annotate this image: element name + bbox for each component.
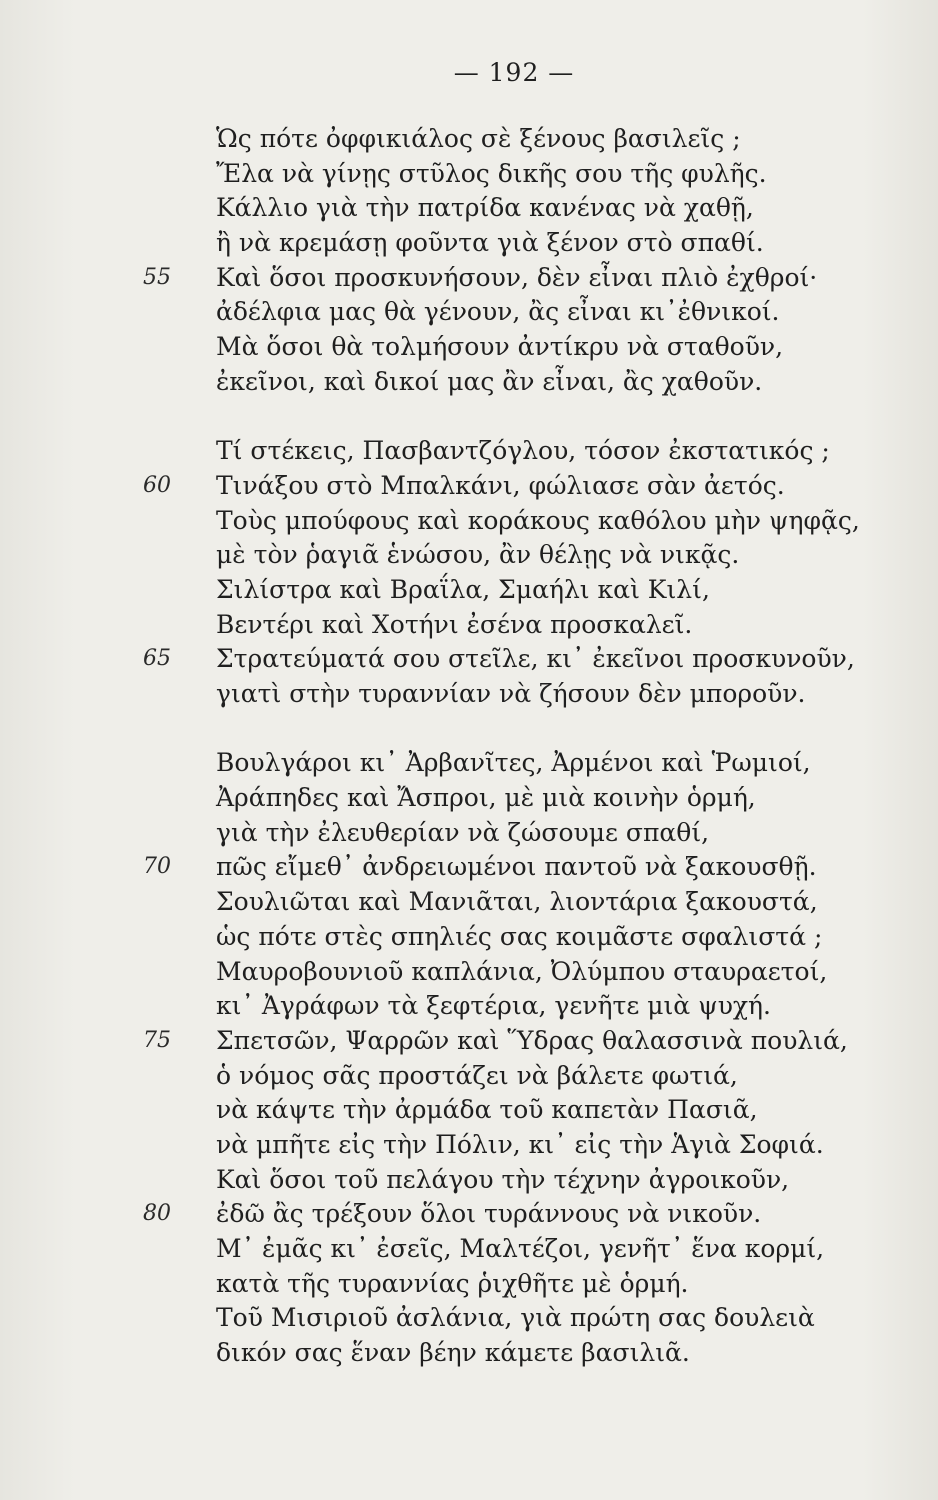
verse-text: Βεντέρι καὶ Χοτήνι ἐσένα προσκαλεῖ. — [216, 609, 693, 639]
verse-text: Τοὺς μπούφους καὶ κοράκους καθόλου μὴν ψηφᾷς, — [216, 505, 860, 535]
verse-line — [0, 850, 938, 885]
verse-text: Στρατεύματά σου στεῖλε, κι᾽ ἐκεῖνοι προσκυνοῦν, — [216, 644, 855, 674]
verse-line — [0, 1163, 938, 1198]
verse-line — [0, 504, 938, 539]
line-number: 70 — [143, 854, 171, 880]
page-number: — 192 — — [453, 58, 575, 87]
verse-text: Μὰ ὅσοι θὰ τολμήσουν ἀντίκρυ νὰ σταθοῦν, — [216, 332, 784, 362]
line-number: 55 — [143, 264, 171, 290]
verse-text: Σουλιῶται καὶ Μανιᾶται, λιοντάρια ξακουστά, — [216, 887, 818, 917]
verse-text: δικόν σας ἕναν βέην κάμετε βασιλιᾶ. — [216, 1338, 690, 1368]
verse-line — [0, 989, 938, 1024]
verse-line — [0, 573, 938, 608]
verse-text: Τοῦ Μισιριοῦ ἀσλάνια, γιὰ πρώτη σας δουλειὰ — [216, 1303, 815, 1333]
verse-text: Σπετσῶν, Ψαρρῶν καὶ Ὕδρας θαλασσινὰ πουλιά, — [216, 1025, 848, 1055]
verse-text: ἐκεῖνοι, καὶ δικοί μας ἂν εἶναι, ἂς χαθοῦν. — [216, 366, 763, 396]
verse-text: ἢ νὰ κρεμάσῃ φοῦντα γιὰ ξένον στὸ σπαθί. — [216, 228, 764, 258]
stanza-gap — [0, 712, 938, 747]
verse-line — [0, 1197, 938, 1232]
verse-text: Μαυροβουνιοῦ καπλάνια, Ὀλύμπου σταυραετοί, — [216, 956, 828, 986]
verse-line — [0, 261, 938, 296]
stanza-3 — [0, 746, 938, 1370]
verse-line — [0, 157, 938, 192]
verse-text: γιὰ τὴν ἐλευθερίαν νὰ ζώσουμε σπαθί, — [216, 817, 710, 847]
verse-text: γιατὶ στὴν τυραννίαν νὰ ζήσουν δὲν μποροῦν. — [216, 679, 806, 708]
line-number: 60 — [143, 472, 171, 498]
verse-text: Βουλγάροι κι᾽ Ἀρβανῖτες, Ἀρμένοι καὶ Ῥωμιοί, — [216, 748, 811, 778]
verse-line — [0, 226, 938, 261]
verse-text: Καὶ ὅσοι τοῦ πελάγου τὴν τέχνην ἀγροικοῦν, — [216, 1164, 790, 1194]
verse-line — [0, 1232, 938, 1267]
verse-text: ὁ νόμος σᾶς προστάζει νὰ βάλετε φωτιά, — [216, 1060, 738, 1090]
verse-text: Ὡς πότε ὀφφικιάλος σὲ ξένους βασιλεῖς ; — [216, 124, 741, 153]
verse-line — [0, 816, 938, 851]
verse-text: Μ᾽ ἐμᾶς κι᾽ ἐσεῖς, Μαλτέζοι, γενῆτ᾽ ἕνα κορμί, — [216, 1234, 825, 1263]
verse-line — [0, 1128, 938, 1163]
verse-text: νὰ κάψτε τὴν ἀρμάδα τοῦ καπετὰν Πασιᾶ, — [216, 1095, 758, 1125]
verse-text: ἀδέλφια μας θὰ γένουν, ἂς εἶναι κι᾽ἐθνικοί. — [216, 297, 780, 327]
verse-text: κατὰ τῆς τυραννίας ῥιχθῆτε μὲ ὁρμή. — [216, 1268, 689, 1298]
verse-text: κι᾽ Ἀγράφων τὰ ξεφτέρια, γενῆτε μιὰ ψυχή. — [216, 991, 771, 1021]
verse-line — [0, 677, 938, 712]
verse-line — [0, 642, 938, 677]
verse-text: Ἀράπηδες καὶ Ἄσπροι, μὲ μιὰ κοινὴν ὁρμή, — [216, 783, 756, 813]
verse-line — [0, 330, 938, 365]
verse-line — [0, 1093, 938, 1128]
verse-line — [0, 1267, 938, 1302]
verse-line — [0, 538, 938, 573]
verse-line — [0, 781, 938, 816]
verse-line — [0, 885, 938, 920]
verse-line — [0, 1059, 938, 1094]
verse-line — [0, 434, 938, 469]
verse-text: μὲ τὸν ῥαγιᾶ ἑνώσου, ἂν θέλῃς νὰ νικᾷς. — [216, 540, 740, 570]
verse-text: Ἔλα νὰ γίνῃς στῦλος δικῆς σου τῆς φυλῆς. — [216, 158, 767, 188]
verse-text: πῶς εἴμεθ᾽ ἀνδρειωμένοι παντοῦ νὰ ξακουσθῇ. — [216, 852, 817, 882]
stanza-2 — [0, 434, 938, 712]
verse-line — [0, 295, 938, 330]
stanza-1 — [0, 122, 938, 400]
verse-text: Σιλίστρα καὶ Βραΐλα, Σμαήλι καὶ Κιλί, — [216, 574, 710, 604]
verse-text: Καὶ ὅσοι προσκυνήσουν, δὲν εἶναι πλιὸ ἐχθροί· — [216, 262, 818, 292]
verse-text: ἐδῶ ἂς τρέξουν ὅλοι τυράννους νὰ νικοῦν. — [216, 1199, 762, 1229]
verse-line — [0, 608, 938, 643]
line-number: 65 — [143, 646, 171, 672]
verse-line — [0, 1336, 938, 1371]
verse-line — [0, 920, 938, 955]
verse-text: Τινάξου στὸ Μπαλκάνι, φώλιασε σὰν ἀετός. — [216, 470, 785, 500]
verse-text: νὰ μπῆτε εἰς τὴν Πόλιν, κι᾽ εἰς τὴν Ἁγιὰ Σοφιά. — [216, 1129, 824, 1159]
verse-line — [0, 469, 938, 504]
verse-line — [0, 122, 938, 157]
line-number: 75 — [143, 1027, 171, 1053]
poem — [0, 122, 938, 1371]
stanza-gap — [0, 400, 938, 435]
verse-line — [0, 191, 938, 226]
verse-line — [0, 365, 938, 400]
verse-line — [0, 746, 938, 781]
verse-line — [0, 1024, 938, 1059]
verse-text: Τί στέκεις, Πασβαντζόγλου, τόσον ἐκστατικός ; — [216, 436, 830, 466]
verse-text: Κάλλιο γιὰ τὴν πατρίδα κανένας νὰ χαθῇ, — [216, 193, 754, 223]
verse-line — [0, 955, 938, 990]
verse-text: ὡς πότε στὲς σπηλιές σας κοιμᾶστε σφαλιστά ; — [216, 921, 823, 951]
verse-line — [0, 1301, 938, 1336]
line-number: 80 — [143, 1201, 171, 1227]
